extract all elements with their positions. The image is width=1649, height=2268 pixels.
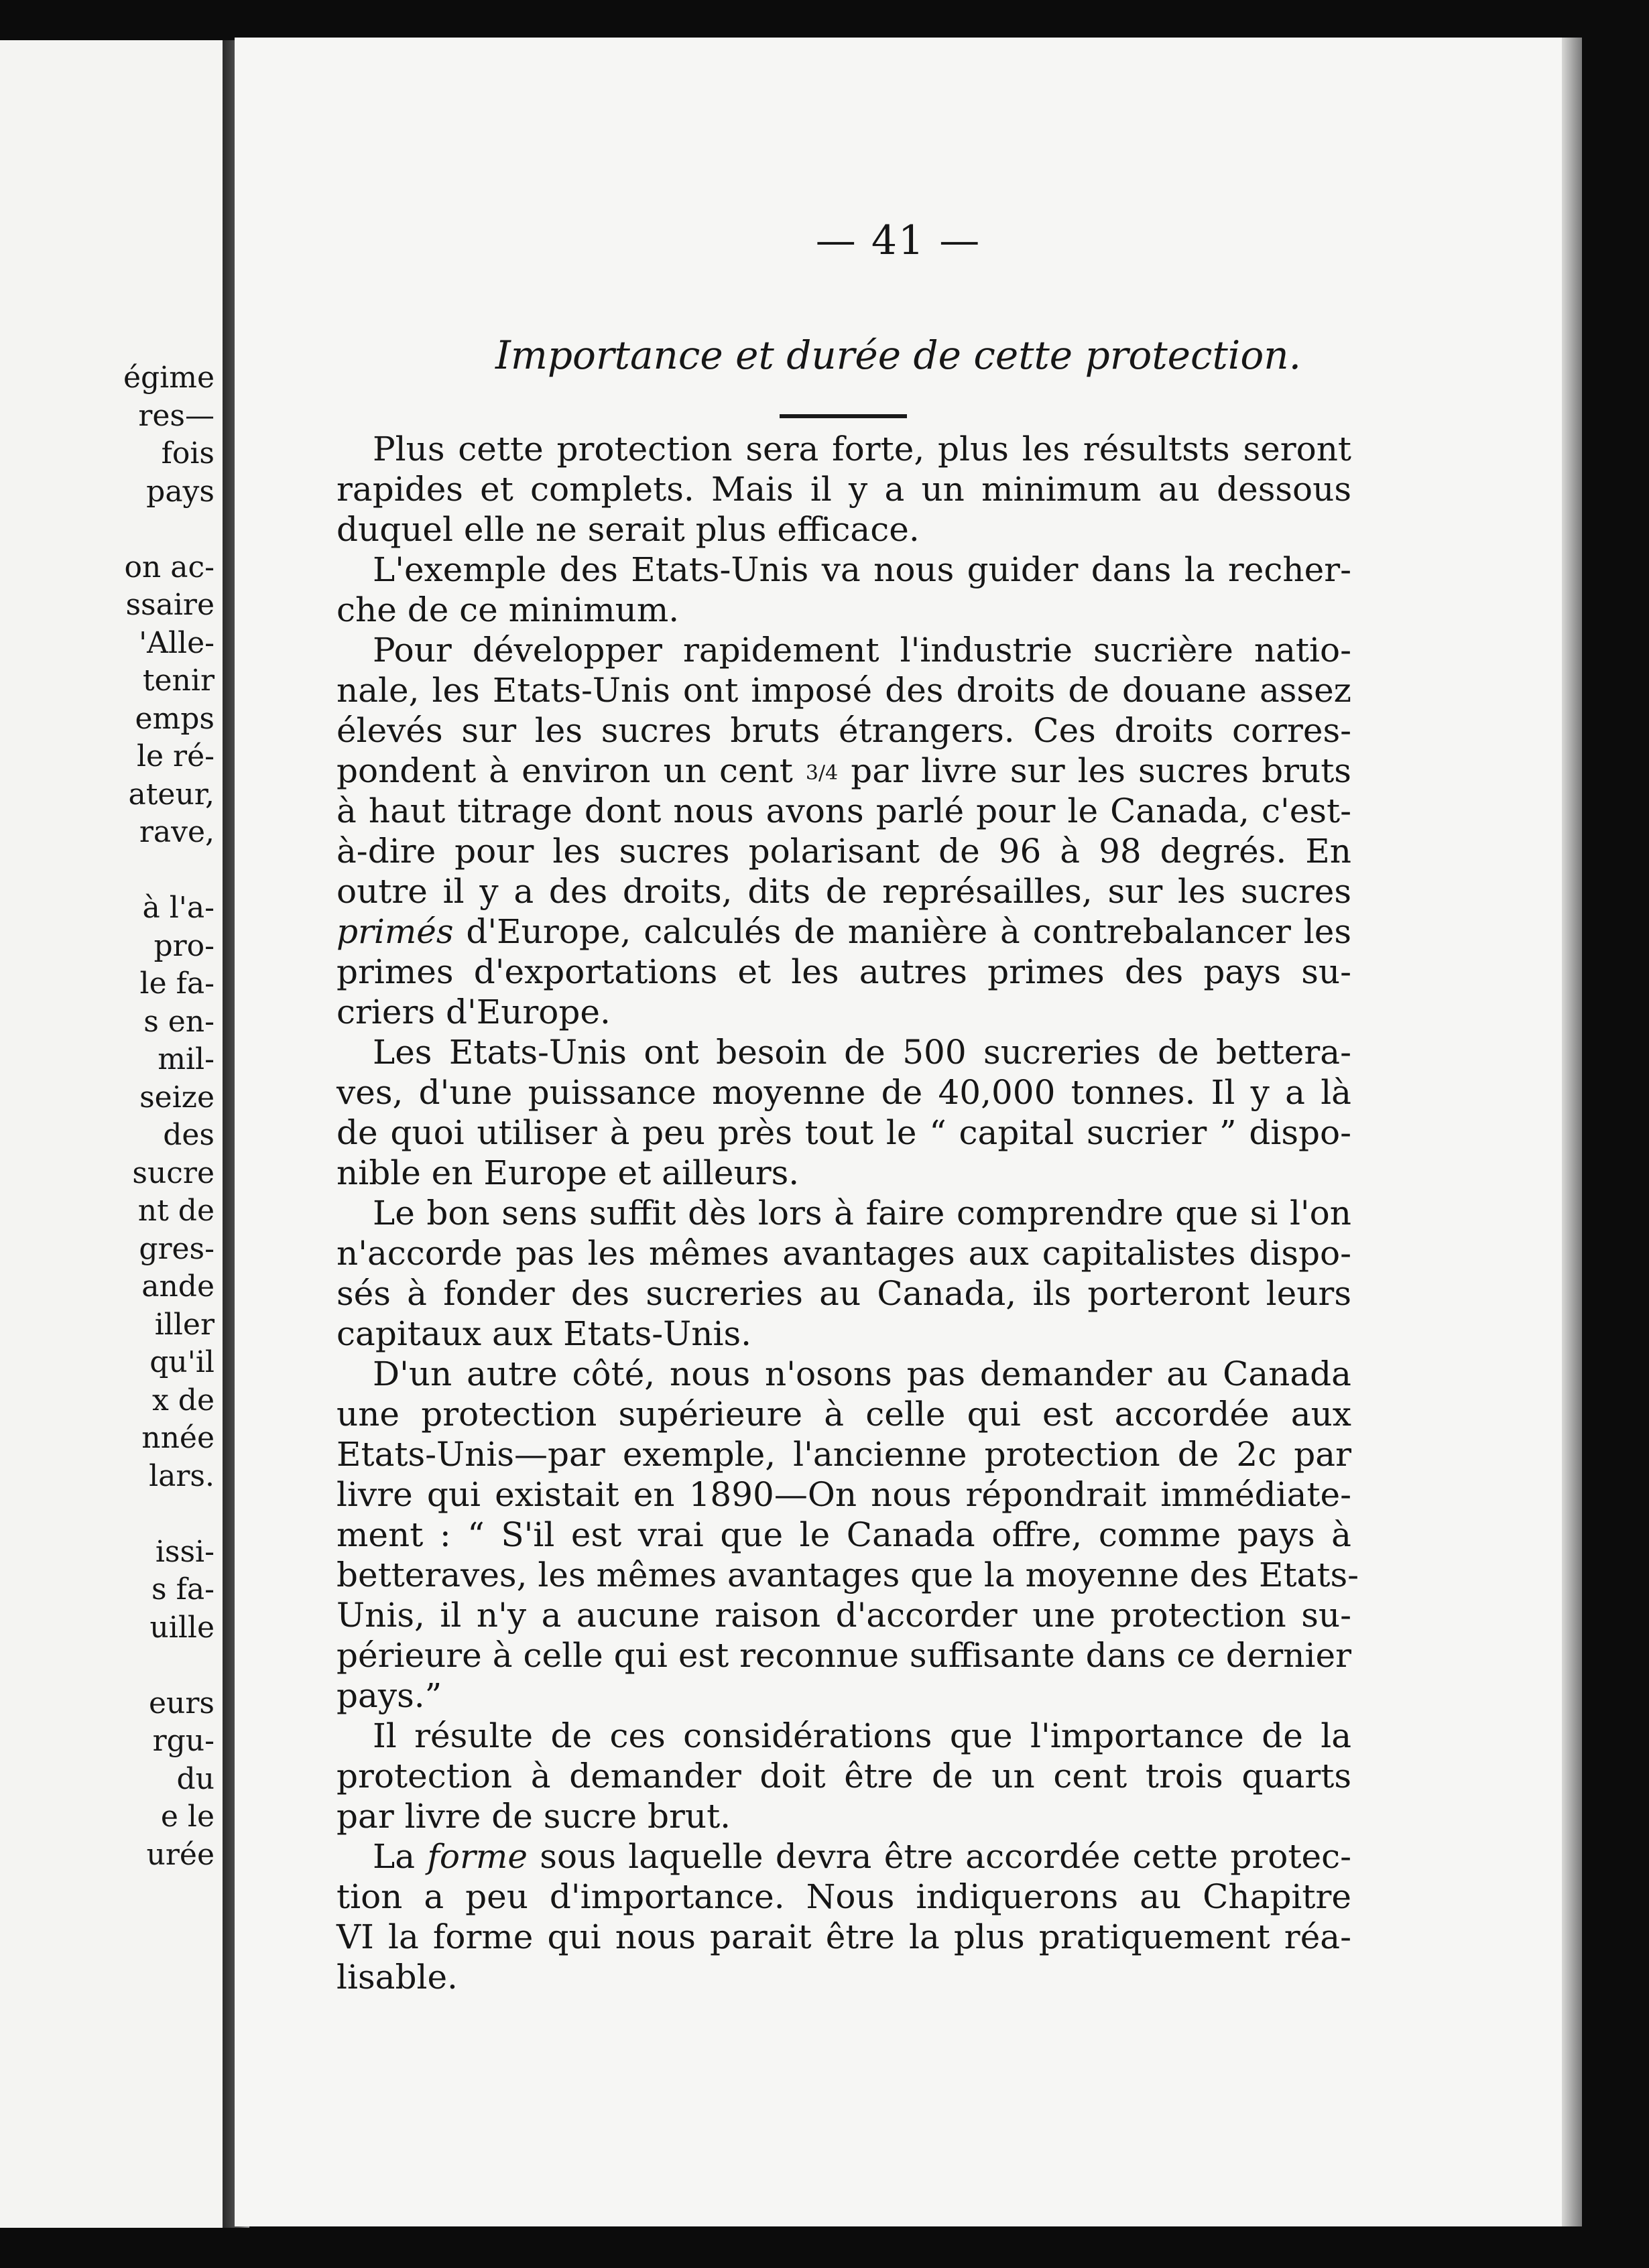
left-page-line: égime <box>123 361 215 395</box>
left-page-line: ande <box>141 1269 215 1304</box>
text-line: che de ce minimum. <box>337 590 680 629</box>
left-page-fragment <box>0 40 227 2228</box>
text-line: L'exemple des Etats-Unis va nous guider dans la recher- <box>373 550 1351 589</box>
left-page-line: eurs <box>149 1686 215 1720</box>
text-line: La forme sous laquelle devra être accordée cette protec- <box>373 1837 1351 1876</box>
left-page-line: le ré- <box>136 739 215 773</box>
text-line: périeure à celle qui est reconnue suffisante dans ce dernier <box>337 1636 1351 1675</box>
left-page-line: issi- <box>155 1534 215 1569</box>
left-page-line: ateur, <box>128 777 215 812</box>
left-page-line: res— <box>138 398 215 433</box>
text-line: n'accorde pas les mêmes avantages aux capitalistes dispo- <box>337 1234 1351 1273</box>
text-line: Pour développer rapidement l'industrie sucrière natio- <box>373 631 1351 670</box>
left-page-line: s en- <box>143 1004 215 1039</box>
text-line: Il résulte de ces considérations que l'importance de la <box>373 1716 1351 1755</box>
left-page-line: s fa- <box>151 1572 215 1606</box>
left-page-line: emps <box>135 701 215 736</box>
left-page-line: 'Alle- <box>139 625 215 660</box>
italic-word: primés <box>337 912 454 951</box>
text-line: duquel elle ne serait plus efficace. <box>337 510 920 549</box>
text-line: primes d'exportations et les autres primes des pays su- <box>337 952 1351 991</box>
text-line: primés d'Europe, calculés de manière à contrebalancer les <box>337 912 1351 951</box>
section-heading: Importance et durée de cette protection. <box>495 332 1302 378</box>
left-page-line: rgu- <box>152 1724 215 1758</box>
left-page-line: nnée <box>141 1421 215 1455</box>
page-edge <box>1562 38 1582 2226</box>
heading-rule <box>780 414 907 418</box>
left-page-line: x de <box>151 1383 215 1418</box>
left-page-line: urée <box>146 1837 215 1872</box>
right-page <box>235 38 1562 2226</box>
text-line: à haut titrage dont nous avons parlé pour le Canada, c'est- <box>337 792 1351 830</box>
text-line: ment : “ S'il est vrai que le Canada offre, comme pays à <box>337 1515 1351 1554</box>
text-line: lisable. <box>337 1958 458 1997</box>
body-text <box>337 429 1359 1997</box>
text-line: VI la forme qui nous parait être la plus pratiquement réa- <box>337 1917 1351 1956</box>
left-page-line: nt de <box>137 1194 215 1228</box>
text-line: protection à demander doit être de un cent trois quarts <box>337 1757 1351 1796</box>
left-page-line: tenir <box>142 664 215 698</box>
text-line: nale, les Etats-Unis ont imposé des droits de douane assez <box>337 671 1351 710</box>
left-page-line: qu'il <box>149 1345 215 1379</box>
left-page-line: ssaire <box>125 588 215 622</box>
text-line: ves, d'une puissance moyenne de 40,000 tonnes. Il y a là <box>337 1073 1351 1112</box>
left-page-line: lars. <box>149 1458 215 1493</box>
left-page-line: iller <box>154 1307 215 1342</box>
text-line: Plus cette protection sera forte, plus les résultsts seront <box>373 430 1351 468</box>
text-line: de quoi utiliser à peu près tout le “ capital sucrier ” dispo- <box>337 1113 1351 1152</box>
left-page-line: on ac- <box>124 550 215 584</box>
left-page-line: des <box>163 1118 215 1152</box>
left-page-line: uille <box>149 1610 215 1645</box>
text-line: betteraves, les mêmes avantages que la moyenne des Etats- <box>337 1556 1359 1594</box>
text-line: pondent à environ un cent 3/4 par livre sur les sucres bruts <box>337 751 1351 790</box>
text-line: criers d'Europe. <box>337 993 611 1031</box>
text-line: nible en Europe et ailleurs. <box>337 1153 800 1192</box>
left-page-line: rave, <box>139 815 215 849</box>
left-page-line: pays <box>146 474 215 509</box>
left-page-line: du <box>176 1761 215 1796</box>
fraction: 3/4 <box>805 761 839 785</box>
text-line: pays.” <box>337 1676 442 1715</box>
text-line: livre qui existait en 1890—On nous répondrait immédiate- <box>337 1475 1351 1514</box>
text-line: Etats-Unis—par exemple, l'ancienne protection de 2c par <box>337 1435 1351 1474</box>
left-page-line: à l'a- <box>142 891 215 925</box>
left-page-line: sucre <box>132 1155 215 1190</box>
page-number: — 41 — <box>815 217 981 264</box>
text-line: une protection supérieure à celle qui est accordée aux <box>337 1395 1351 1434</box>
left-page-line: e le <box>160 1800 215 1834</box>
left-page-line: fois <box>161 436 215 470</box>
text-line: rapides et complets. Mais il y a un minimum au dessous <box>337 470 1351 509</box>
left-page-line: pro- <box>154 928 215 963</box>
text-line: capitaux aux Etats-Unis. <box>337 1314 752 1353</box>
left-page-line: seize <box>139 1080 215 1115</box>
left-page-line: le fa- <box>139 966 215 1001</box>
text-line: Unis, il n'y a aucune raison d'accorder une protection su- <box>337 1596 1351 1635</box>
text-line: outre il y a des droits, dits de représailles, sur les sucres <box>337 872 1351 911</box>
text-line: par livre de sucre brut. <box>337 1797 731 1836</box>
text-line: élevés sur les sucres bruts étrangers. Ces droits corres- <box>337 711 1351 750</box>
text-line: Le bon sens suffit dès lors à faire comprendre que si l'on <box>373 1194 1351 1233</box>
italic-word: forme <box>427 1837 528 1876</box>
text-line: sés à fonder des sucreries au Canada, ils porteront leurs <box>337 1274 1351 1313</box>
left-page-line: mil- <box>158 1042 215 1076</box>
left-page-line: gres- <box>139 1231 215 1266</box>
text-line: à-dire pour les sucres polarisant de 96 à 98 degrés. En <box>337 832 1351 871</box>
text-line: D'un autre côté, nous n'osons pas demander au Canada <box>373 1354 1351 1393</box>
text-line: tion a peu d'importance. Nous indiquerons au Chapitre <box>337 1877 1351 1916</box>
text-line: Les Etats-Unis ont besoin de 500 sucreries de bettera- <box>373 1033 1351 1072</box>
